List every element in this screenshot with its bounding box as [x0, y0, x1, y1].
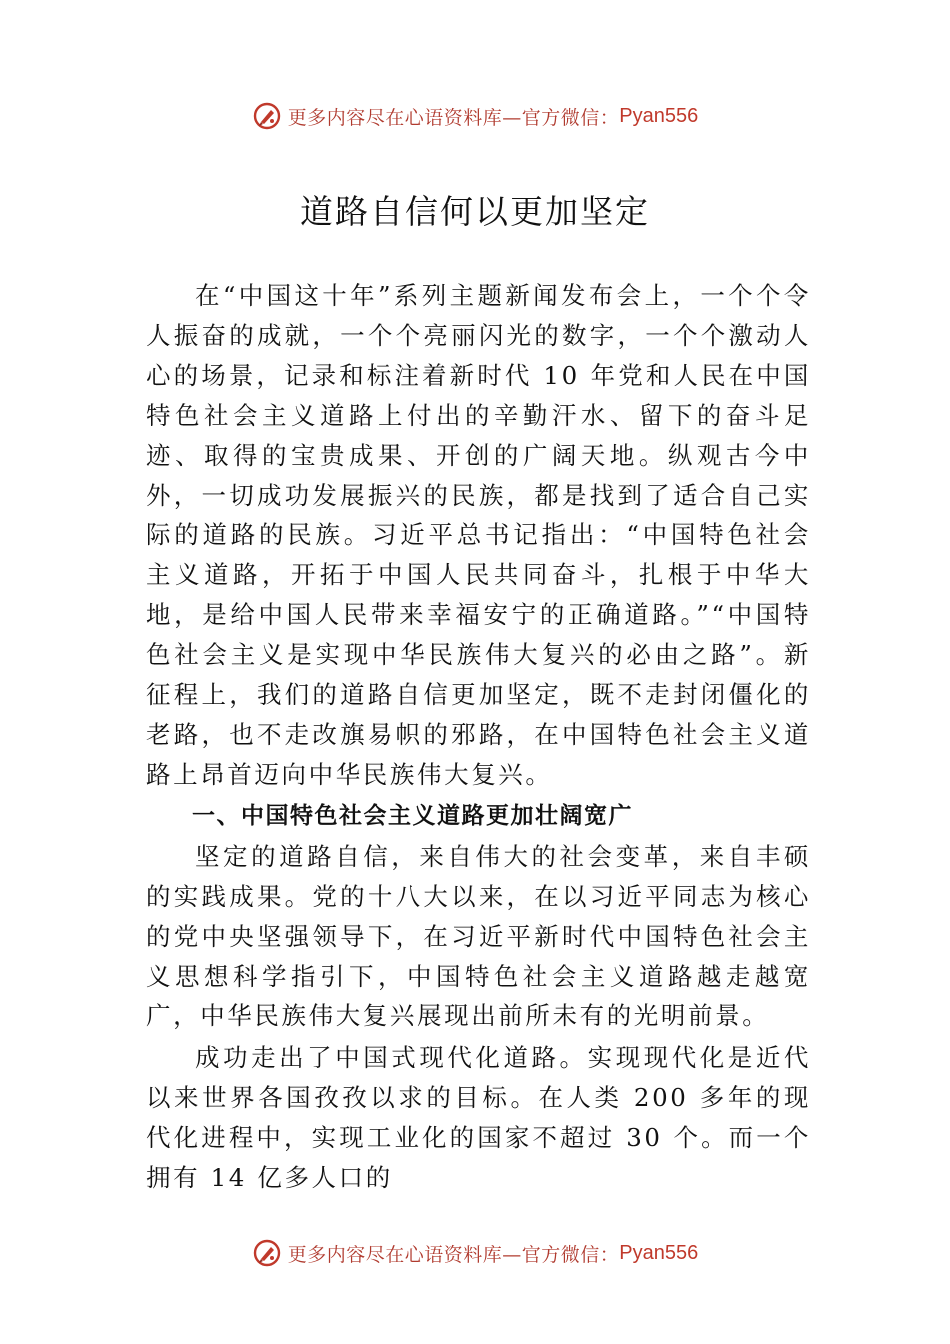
banner-wechat-id: Pyan556	[619, 104, 699, 127]
banner-text: 更多内容尽在心语资料库—官方微信：	[287, 1243, 620, 1266]
banner-wechat-id: Pyan556	[619, 1241, 699, 1264]
pen-nib-logo-icon	[252, 1238, 282, 1268]
document-body	[146, 276, 811, 1198]
document-title: 道路自信何以更加坚定	[300, 192, 650, 231]
footer-banner	[0, 1233, 950, 1273]
banner-text: 更多内容尽在心语资料库—官方微信：	[287, 106, 620, 129]
paragraph: 坚定的道路自信，来自伟大的社会变革，来自丰硕的实践成果。党的十八大以来，在以习近平同志为核心的党中央坚强领导下，在习近平新时代中国特色社会主义思想科学指引下，中国特色社会主义道路越走越宽广，中华民族伟大复兴展现出前所未有的光明前景。	[146, 841, 811, 1031]
paragraph: 在“中国这十年”系列主题新闻发布会上，一个个令人振奋的成就，一个个亮丽闪光的数字，一个个激动人心的场景，记录和标注着新时代 10 年党和人民在中国特色社会主义道路上付出的辛勤汗水、留下的奋斗足迹、取得的宝贵成果、开创的广阔天地。纵观古今中外，一切成功发展振兴的民族，都是找到了适合自己实际的道路的民族。习近平总书记指出：“中国特色社会主义道路，开拓于中国人民共同奋斗，扎根于中华大地，是给中国人民带来幸福安宁的正确道路。”“中国特色社会主义是实现中华民族伟大复兴的必由之路”。新征程上，我们的道路自信更加坚定，既不走封闭僵化的老路，也不走改旗易帜的邪路，在中国特色社会主义道路上昂首迈向中华民族伟大复兴。	[146, 281, 811, 789]
pen-nib-logo-icon	[252, 101, 282, 131]
header-banner	[0, 96, 950, 136]
paragraph: 成功走出了中国式现代化道路。实现现代化是近代以来世界各国孜孜以求的目标。在人类 200 多年的现代化进程中，实现工业化的国家不超过 30 个。而一个拥有 14 亿多人口的	[146, 1043, 811, 1193]
section-heading: 一、中国特色社会主义道路更加壮阔宽广	[192, 802, 633, 829]
